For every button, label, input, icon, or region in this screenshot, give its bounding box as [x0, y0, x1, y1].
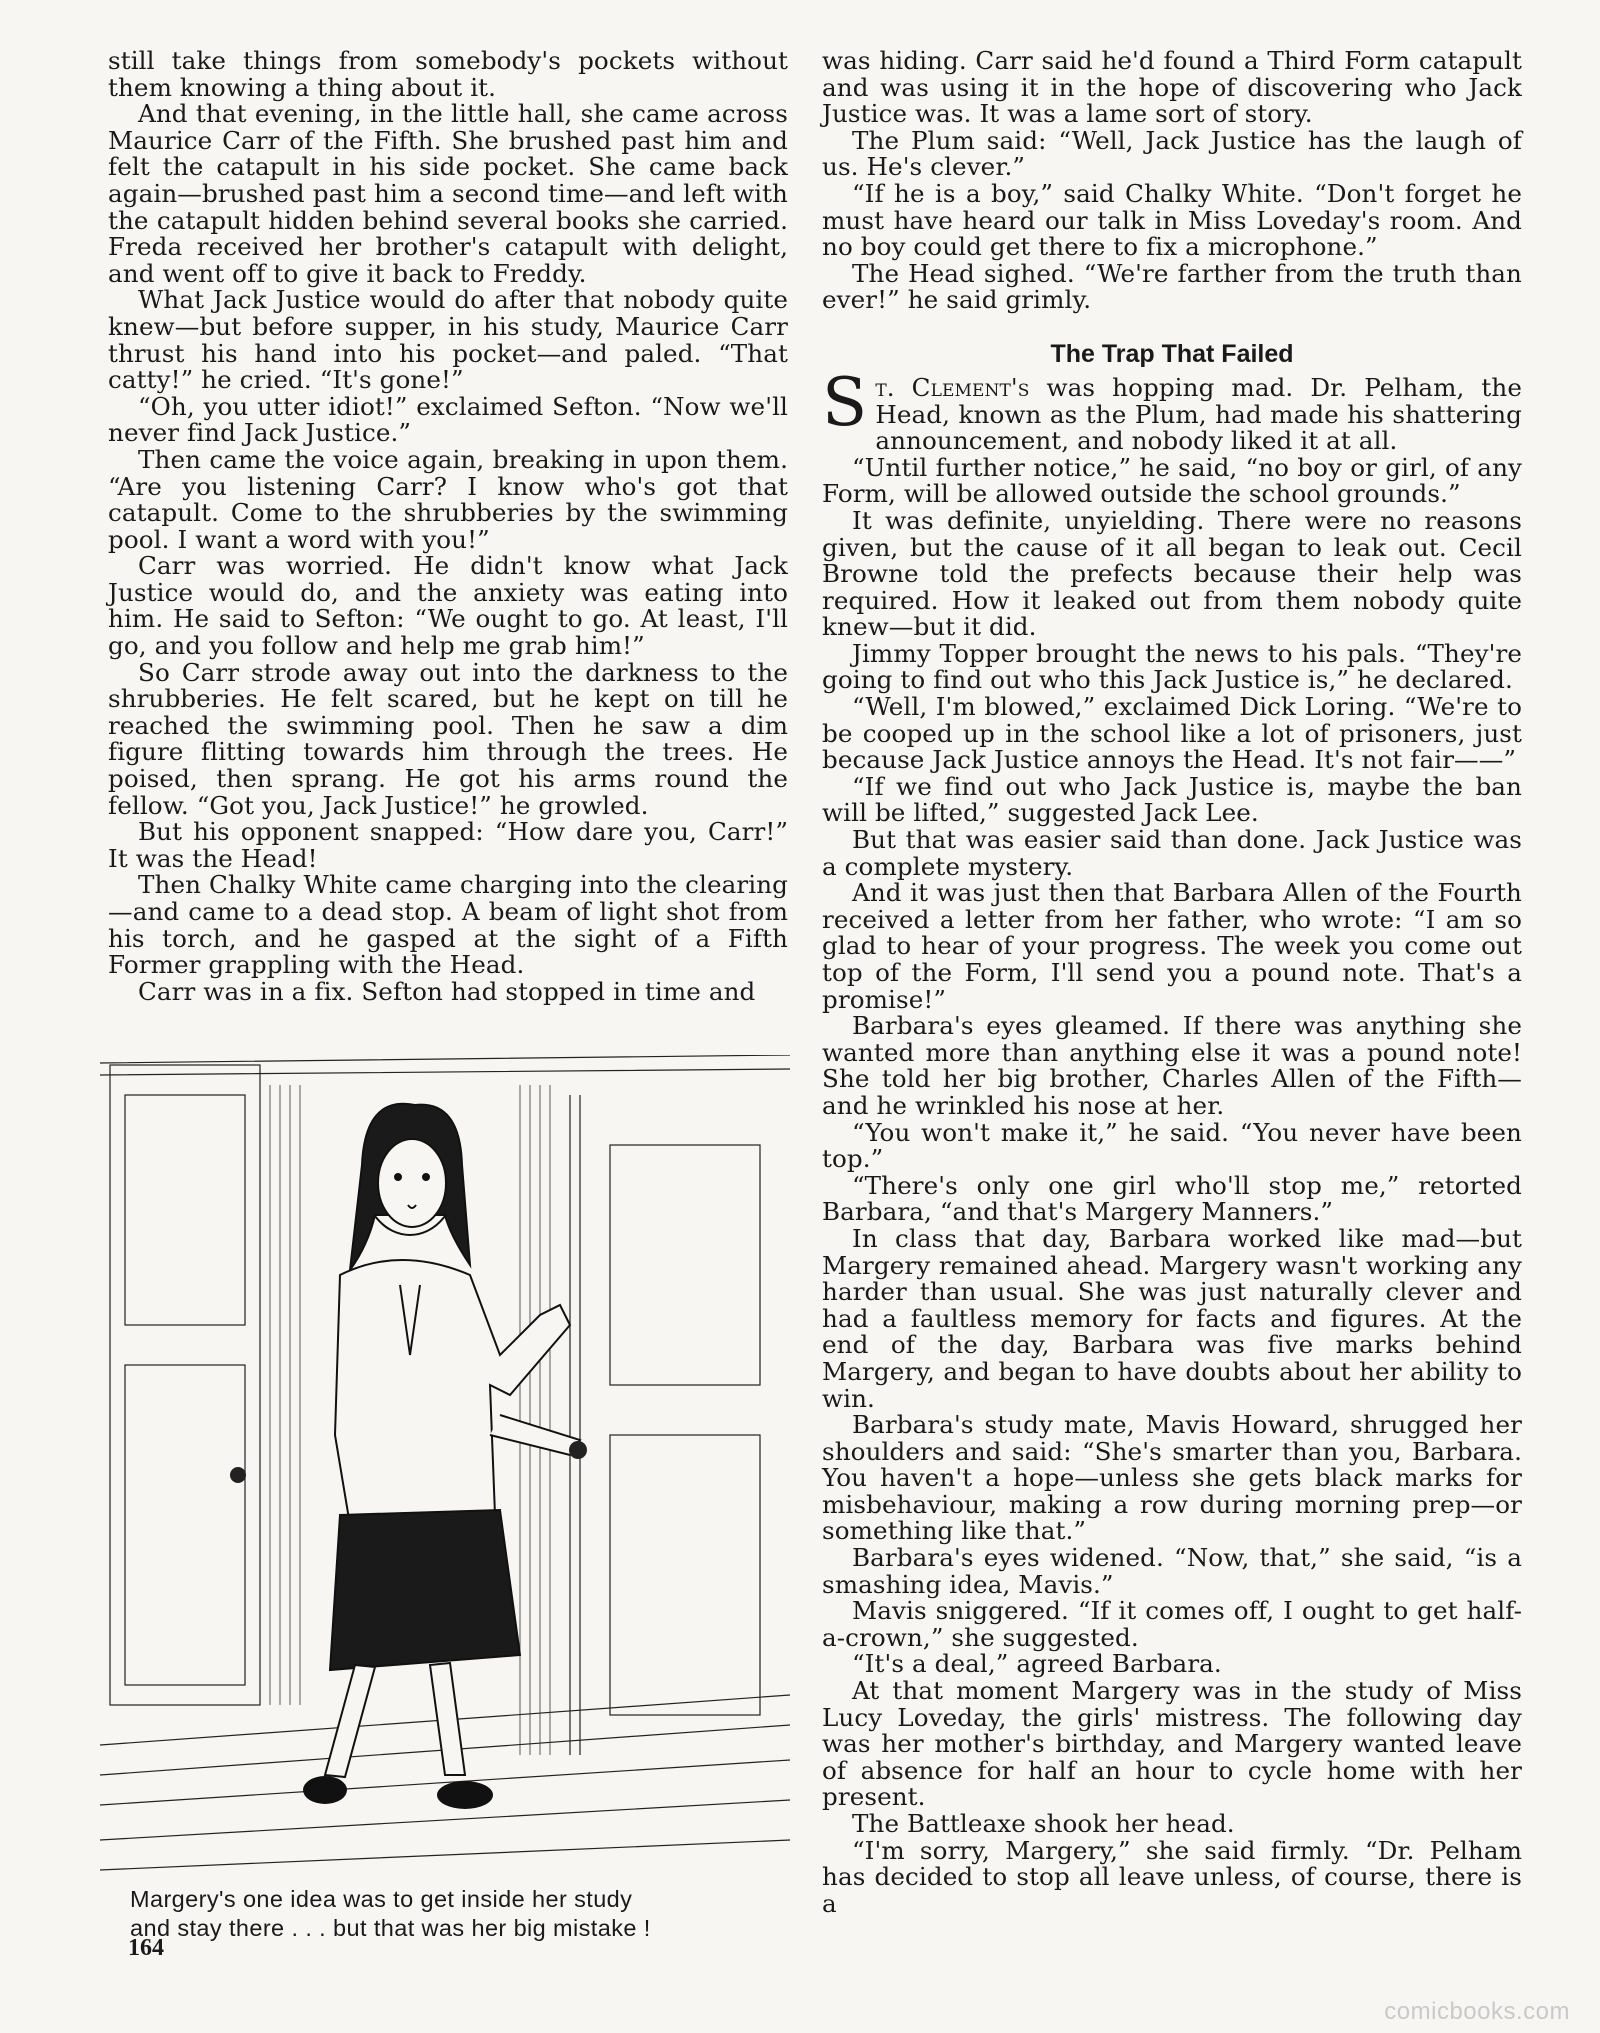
paragraph: But his opponent snapped: “How dare you, Carr!” It was the Head!: [108, 817, 788, 873]
paragraph: “If he is a boy,” said Chalky White. “Don't forget he must have heard our talk in Miss Loveday's room. And no boy could get there to fix a microphone.”: [822, 178, 1522, 262]
paragraph: was hiding. Carr said he'd found a Third Form catapult and was using it in the hope of discovering who Jack Justice was. It was a lame sort of story.: [822, 46, 1522, 129]
paragraph: The Head sighed. “We're farther from the truth than ever!” he said grimly.: [822, 258, 1522, 315]
opening-text: was hopping mad. Dr. Pelham, the Head, known as the Plum, had made his shattering announcement, and nobody liked it at all.: [875, 372, 1522, 456]
paragraph: “You won't make it,” he said. “You never have been top.”: [822, 1117, 1522, 1174]
paragraph: Then came the voice again, breaking in upon them. “Are you listening Carr? I know who's got that catapult. Come to the shrubberies by the swimming pool. I want a word with you!”: [108, 444, 788, 554]
page-number: 164: [128, 1935, 164, 1961]
paragraph: “It's a deal,” agreed Barbara.: [852, 1649, 1222, 1679]
paragraph: “If we find out who Jack Justice is, maybe the ban will be lifted,” suggested Jack Lee.: [822, 771, 1522, 828]
paragraph: Carr was worried. He didn't know what Jack Justice would do, and the anxiety was eating into him. He said to Sefton: “We ought to go. At least, I'll go, and you follow and help me grab him!”: [108, 551, 788, 661]
paragraph: Mavis sniggered. “If it comes off, I ought to get half-a-crown,” she suggested.: [822, 1596, 1522, 1652]
left-column: [108, 48, 788, 1005]
caption-line: and stay there . . . but that was her big mistake !: [130, 1915, 651, 1941]
paragraph: At that moment Margery was in the study of Miss Lucy Loveday, the girls' mistress. The following day was her mother's birthday, and Margery wanted leave of absence for half an hour to cycle home with her present.: [822, 1676, 1522, 1812]
paragraph: The Battleaxe shook her head.: [852, 1809, 1235, 1838]
caption-line: Margery's one idea was to get inside her study: [130, 1886, 633, 1912]
small-caps-text: t. Clement's: [875, 372, 1030, 402]
paragraph: What Jack Justice would do after that nobody quite knew—but before supper, in his study, Maurice Carr thrust his hand into his pocket—and paled. “That catty!” he cried. “It's gone!”: [108, 285, 788, 395]
paragraph: And it was just then that Barbara Allen of the Fourth received a letter from her father, who wrote: “I am so glad to hear of your progress. The week you come out top of the Form, I'll send you a pound note. That's a promise!”: [822, 878, 1522, 1014]
paragraph: Barbara's eyes gleamed. If there was anything she wanted more than anything else it was a pound note! She told her big brother, Charles Allen of the Fifth—and he wrinkled his nose at her.: [822, 1011, 1522, 1120]
drop-cap: S: [822, 363, 868, 441]
paragraph: still take things from somebody's pockets without them knowing a thing about it.: [108, 46, 788, 102]
section-heading: The Trap That Failed: [1050, 339, 1294, 368]
paragraph: Barbara's study mate, Mavis Howard, shrugged her shoulders and said: “She's smarter than you, Barbara. You haven't a hope—unless she gets black marks for misbehaviour, making a row during morning prep—or something like that.”: [822, 1410, 1522, 1546]
paragraph: It was definite, unyielding. There were no reasons given, but the cause of it all began to leak out. Cecil Browne told the prefects because their help was required. How it leaked out from them nobody quite knew—but it did.: [822, 505, 1522, 642]
story-illustration: [100, 1055, 790, 1875]
opening-paragraph: [822, 363, 1522, 456]
watermark: comicbooks.com: [1384, 1998, 1570, 2025]
illustration-caption: [130, 1885, 790, 1943]
paragraph: “Well, I'm blowed,” exclaimed Dick Loring. “We're to be cooped up in the school like a lot of prisoners, just because Jack Justice annoys the Head. It's not fair——”: [822, 692, 1522, 775]
paragraph: The Plum said: “Well, Jack Justice has the laugh of us. He's clever.”: [822, 125, 1522, 182]
paragraph: “Oh, you utter idiot!” exclaimed Sefton. “Now we'll never find Jack Justice.”: [108, 391, 788, 448]
paragraph: Barbara's eyes widened. “Now, that,” she said, “is a smashing idea, Mavis.”: [822, 1543, 1522, 1599]
paragraph: “There's only one girl who'll stop me,” retorted Barbara, “and that's Margery Manners.”: [822, 1170, 1522, 1227]
paragraph: Jimmy Topper brought the news to his pals. “They're going to find out who this Jack Justice is,” he declared.: [822, 638, 1522, 695]
paragraph: “I'm sorry, Margery,” she said firmly. “Dr. Pelham has decided to stop all leave unless, of course, there is a: [822, 1835, 1522, 1918]
paragraph: So Carr strode away out into the darkness to the shrubberies. He felt scared, but he kept on till he reached the swimming pool. Then he saw a dim figure flitting towards him through the trees. He poised, then sprang. He got his arms round the fellow. “Got you, Jack Justice!” he growled.: [108, 657, 788, 820]
right-column: [822, 48, 1522, 1917]
paragraph: In class that day, Barbara worked like mad—but Margery remained ahead. Margery wasn't working any harder than usual. She was just naturally clever and had a faultless memory for facts and figures. At the end of the day, Barbara was five marks behind Margery, and began to have doubts about her ability to win.: [822, 1223, 1522, 1413]
paragraph: Then Chalky White came charging into the clearing —and came to a dead stop. A beam of light shot from his torch, and he gasped at the sight of a Fifth Former grappling with the Head.: [108, 870, 788, 980]
paragraph: Carr was in a fix. Sefton had stopped in time and: [138, 976, 756, 1006]
paragraph: “Until further notice,” he said, “no boy or girl, of any Form, will be allowed outside the school grounds.”: [822, 452, 1522, 509]
paragraph: But that was easier said than done. Jack Justice was a complete mystery.: [822, 825, 1522, 881]
paragraph: And that evening, in the little hall, she came across Maurice Carr of the Fifth. She brushed past him and felt the catapult in his side pocket. She came back again—brushed past him a second time—and left with the catapult hidden behind several books she carried. Freda received her brother's catapult with delight, and went off to give it back to Freddy.: [108, 99, 788, 288]
